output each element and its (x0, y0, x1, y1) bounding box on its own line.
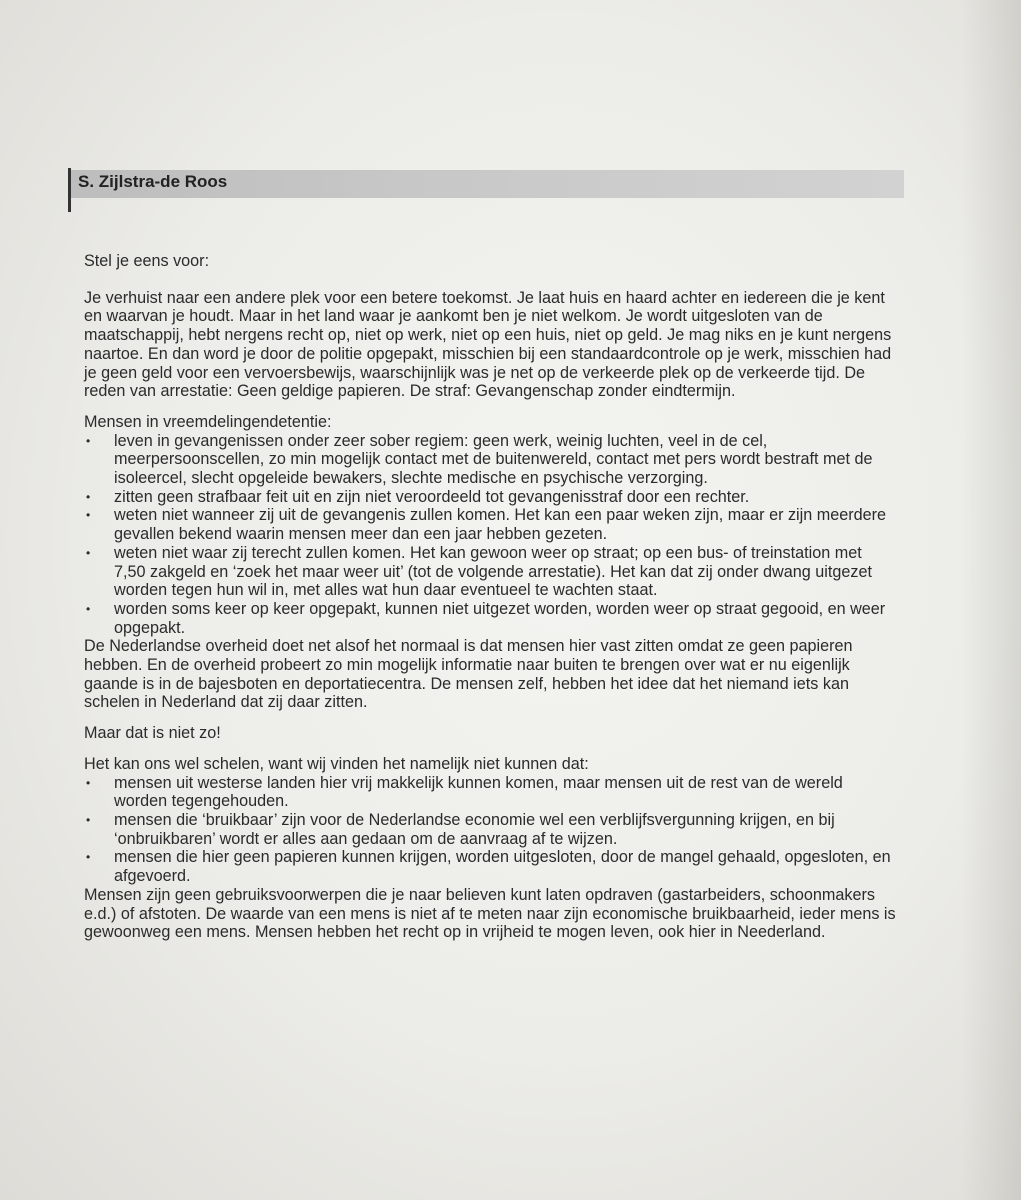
bullet-icon: • (86, 775, 91, 790)
list-item: • zitten geen strafbaar feit uit en zijn niet veroordeeld tot gevangenisstraf door een rechter. (86, 487, 750, 506)
bullet-icon: • (86, 489, 91, 504)
list2-intro: Het kan ons wel schelen, want wij vinden het namelijk niet kunnen dat: (84, 754, 589, 773)
objections-list (84, 774, 896, 886)
list-item: • mensen uit westerse landen hier vrij makkelijk kunnen komen, maar mensen uit de rest van de wereld worden tegengehouden. (86, 773, 843, 811)
list-item: • mensen die hier geen papieren kunnen krijgen, worden uitgesloten, door de mangel gehaald, opgesloten, en afgevoerd. (86, 848, 891, 886)
bullet-icon: • (86, 508, 91, 523)
intro-line: Stel je eens voor: (84, 252, 210, 270)
paragraph-4: Mensen zijn geen gebruiksvoorwerpen die je naar believen kunt laten opdraven (gastarbeiders, schoonmakers e.d.) of afstoten. De waarde van een mens is niet af te meten naar zijn economische bruikbaarheid, ieder mens is gewoonweg een mens. Mensen hebben het recht op in vrijheid te mogen leven, ook hier in Neederland. (84, 885, 896, 942)
document-body (84, 252, 896, 942)
list-item: • worden soms keer op keer opgepakt, kunnen niet uitgezet worden, worden weer op straat gegooid, en weer opgepakt. (86, 599, 886, 637)
detention-list (84, 432, 896, 638)
paragraph-1: Je verhuist naar een andere plek voor een betere toekomst. Je laat huis en haard achter en iedereen die je kent en waarvan je houdt. Maar in het land waar je aankomt ben je niet welkom. Je wordt uitgesloten van de maatschappij, hebt nergens recht op, niet op werk, niet op een huis, niet op geld. Je mag niks en je kunt nergens naartoe. En dan word je door de politie opgepakt, misschien bij een standaardcontrole op je werk, misschien had je geen geld voor een vervoersbewijs, waarschijnlijk was je net op de verkeerde plek op de verkeerde tijd. De reden van arrestatie: Geen geldige papieren. De straf: Gevangenschap zonder eindtermijn. (84, 288, 892, 401)
paper-shadow (961, 0, 1021, 1200)
list-item: • weten niet wanneer zij uit de gevangenis zullen komen. Het kan een paar weken zijn, maar er zijn meerdere gevallen bekend waarin mensen meer dan een jaar hebben gezeten. (86, 506, 887, 544)
header-rule (68, 168, 71, 212)
bullet-icon: • (86, 601, 91, 616)
list-item: • weten niet waar zij terecht zullen komen. Het kan gewoon weer op straat; op een bus- of treinstation met 7,50 zakgeld en ‘zoek het maar weer uit’ (tot de volgende arrestatie). Het kan dat zij onder dwang uitgezet worden tegen hun wil in, met alles wat hun daar eventueel te wachten staat. (86, 543, 872, 600)
list1-intro: Mensen in vreemdelingendetentie: (84, 412, 332, 431)
paragraph-2: De Nederlandse overheid doet net alsof het normaal is dat mensen hier vast zitten omdat ze geen papieren hebben. En de overheid probeert zo min mogelijk informatie naar buiten te brengen over wat er nu eigenlijk gaande is in de bajesboten en deportatiecentra. De mensen zelf, hebben het idee dat het niemand iets kan schelen in Nederland dat zij daar zitten. (84, 637, 853, 712)
paragraph-3: Maar dat is niet zo! (84, 724, 221, 743)
author-heading: S. Zijlstra-de Roos (78, 172, 228, 191)
bullet-icon: • (86, 433, 91, 448)
list-item: • mensen die ‘bruikbaar’ zijn voor de Nederlandse economie wel een verblijfsvergunning krijgen, en bij ‘onbruikbaren’ wordt er alles aan gedaan om de aanvraag af te wijzen. (86, 810, 835, 848)
list-item: • leven in gevangenissen onder zeer sober regiem: geen werk, weinig luchten, veel in de cel, meerpersoonscellen, zo min mogelijk contact met de buitenwereld, contact met pers wordt bestraft met de isoleercel, slecht opgeleide bewakers, slechte medische en psychische verzorging. (86, 431, 873, 488)
bullet-icon: • (86, 812, 91, 827)
bullet-icon: • (86, 850, 91, 865)
bullet-icon: • (86, 545, 91, 560)
